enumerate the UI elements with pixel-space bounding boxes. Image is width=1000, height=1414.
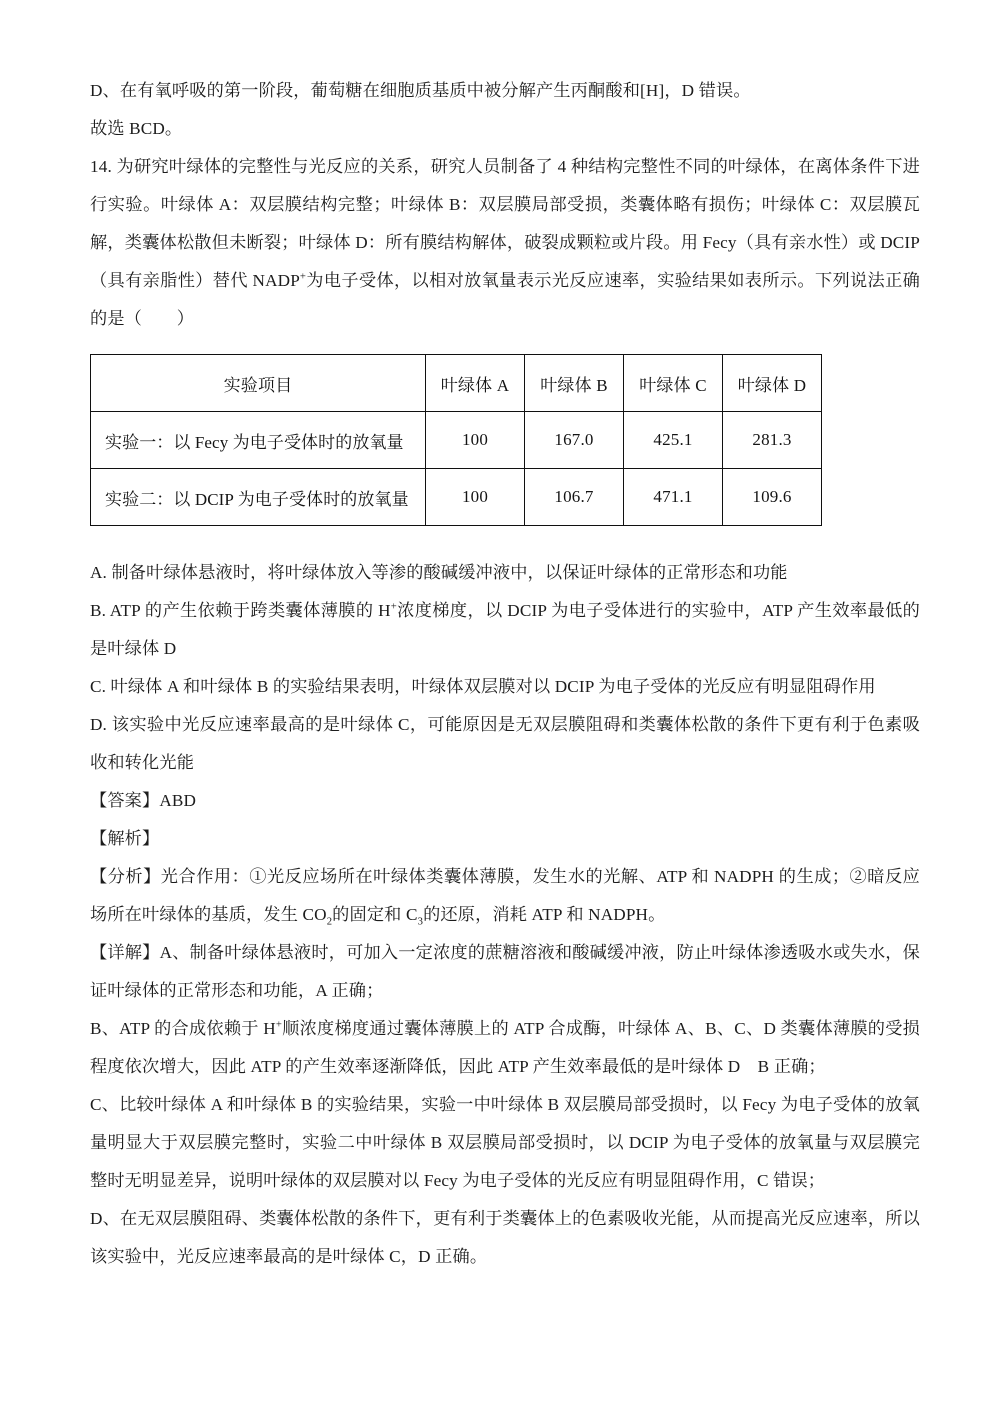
cell-exp2-d: 109.6 — [723, 469, 822, 526]
option-b — [90, 592, 920, 668]
cell-exp2-b: 106.7 — [525, 469, 624, 526]
c3-subscript: 3 — [417, 916, 424, 928]
analysis-text-3: 的还原，消耗 ATP 和 NADPH。 — [423, 905, 666, 924]
question-number: 14. — [90, 157, 112, 176]
prev-conclusion: 故选 BCD。 — [90, 119, 183, 138]
cell-exp1-d: 281.3 — [723, 412, 822, 469]
spacer-after-table — [90, 532, 920, 554]
answer-label: 【答案】 — [90, 791, 160, 810]
table-row — [91, 412, 822, 469]
table-header-row — [91, 355, 822, 412]
answer-value: ABD — [159, 791, 197, 810]
cell-exp1-c: 425.1 — [624, 412, 723, 469]
explanation-label: 【解析】 — [90, 829, 160, 848]
option-a: A. 制备叶绿体悬液时，将叶绿体放入等渗的酸碱缓冲液中，以保证叶绿体的正常形态和功能 — [90, 563, 788, 582]
table-header-chloroplast-d: 叶绿体 D — [723, 355, 822, 412]
option-b-text-2: 浓度梯度，以 DCIP 为电子受体进行的实验中，ATP 产生效率最低的是叶绿体 D — [90, 601, 921, 658]
table-header-chloroplast-b: 叶绿体 B — [525, 355, 624, 412]
nadp-superscript: + — [299, 271, 307, 283]
question-stem-text-2: 为电子受体，以相对放氧量表示光反应速率，实验结果如表所示。下列说法正确的是（ ） — [90, 271, 920, 328]
row-label-experiment-2: 实验二：以 DCIP 为电子受体时的放氧量 — [91, 469, 426, 526]
h-plus-superscript: + — [275, 1019, 283, 1031]
detail-point-a — [90, 934, 920, 1010]
detail-b-text-1: B、ATP 的合成依赖于 H — [90, 1019, 276, 1038]
table-header-chloroplast-a: 叶绿体 A — [426, 355, 525, 412]
cell-exp2-a: 100 — [426, 469, 525, 526]
detail-b-text-2: 顺浓度梯度通过囊体薄膜上的 ATP 合成酶，叶绿体 A、B、C、D 类囊体薄膜的受损程度依次增大，因此 ATP 的产生效率逐渐降低，因此 ATP 产生效率最低的是叶绿体 D B 正确； — [90, 1019, 920, 1076]
table-header-item: 实验项目 — [91, 355, 426, 412]
detail-a-text: A、制备叶绿体悬液时，可加入一定浓度的蔗糖溶液和酸碱缓冲液，防止叶绿体渗透吸水或失水，保证叶绿体的正常形态和功能，A 正确； — [90, 943, 920, 1000]
prev-option-d: D、在有氧呼吸的第一阶段，葡萄糖在细胞质基质中被分解产生丙酮酸和[H]，D 错误。 — [90, 81, 751, 100]
analysis-text-1: 光合作用：①光反应场所在叶绿体类囊体薄膜，发生水的光解、ATP 和 NADPH 的生成；②暗反应场所在叶绿体的基质，发生 CO — [90, 867, 920, 924]
answer-line — [90, 782, 920, 820]
table-header-chloroplast-c: 叶绿体 C — [624, 355, 723, 412]
analysis-text-2: 的固定和 C — [332, 905, 418, 924]
page-content — [90, 72, 920, 1276]
detail-point-d: D、在无双层膜阻碍、类囊体松散的条件下，更有利于类囊体上的色素吸收光能，从而提高光反应速率，所以该实验中，光反应速率最高的是叶绿体 C，D 正确。 — [90, 1209, 920, 1266]
option-c: C. 叶绿体 A 和叶绿体 B 的实验结果表明，叶绿体双层膜对以 DCIP 为电子受体的光反应有明显阻碍作用 — [90, 677, 876, 696]
analysis-label: 【分析】 — [90, 867, 161, 886]
question-stem — [90, 148, 920, 338]
question-stem-text-1: 为研究叶绿体的完整性与光反应的关系，研究人员制备了 4 种结构完整性不同的叶绿体，在离体条件下进行实验。叶绿体 A：双层膜结构完整；叶绿体 B：双层膜局部受损，类囊体略有损伤；叶绿体 C：双层膜瓦解，类囊体松散但未断裂；叶绿体 D：所有膜结构解体，破裂成颗粒或片段。用 Fecy（具有亲水性）或 DCIP（具有亲脂性）替代 NADP — [90, 157, 920, 290]
experiment-results-table — [90, 354, 822, 526]
row-label-experiment-1: 实验一：以 Fecy 为电子受体时的放氧量 — [91, 412, 426, 469]
h-plus-superscript: + — [390, 601, 397, 613]
detail-point-b — [90, 1010, 920, 1086]
analysis-paragraph — [90, 858, 920, 934]
detail-label: 【详解】 — [90, 943, 160, 962]
experiment-table-wrapper — [90, 354, 807, 526]
cell-exp1-b: 167.0 — [525, 412, 624, 469]
cell-exp1-a: 100 — [426, 412, 525, 469]
option-b-text-1: B. ATP 的产生依赖于跨类囊体薄膜的 H — [90, 601, 391, 620]
option-d: D. 该实验中光反应速率最高的是叶绿体 C，可能原因是无双层膜阻碍和类囊体松散的条件下更有利于色素吸收和转化光能 — [90, 715, 920, 772]
table-row — [91, 469, 822, 526]
detail-point-c: C、比较叶绿体 A 和叶绿体 B 的实验结果，实验一中叶绿体 B 双层膜局部受损时，以 Fecy 为电子受体的放氧量明显大于双层膜完整时，实验二中叶绿体 B 双层膜局部受损时，以 DCIP 为电子受体的放氧量与双层膜完整时无明显差异，说明叶绿体的双层膜对以 Fecy 为电子受体的光反应有明显阻碍作用，C 错误； — [90, 1095, 920, 1190]
cell-exp2-c: 471.1 — [624, 469, 723, 526]
co2-subscript: 2 — [326, 916, 333, 928]
